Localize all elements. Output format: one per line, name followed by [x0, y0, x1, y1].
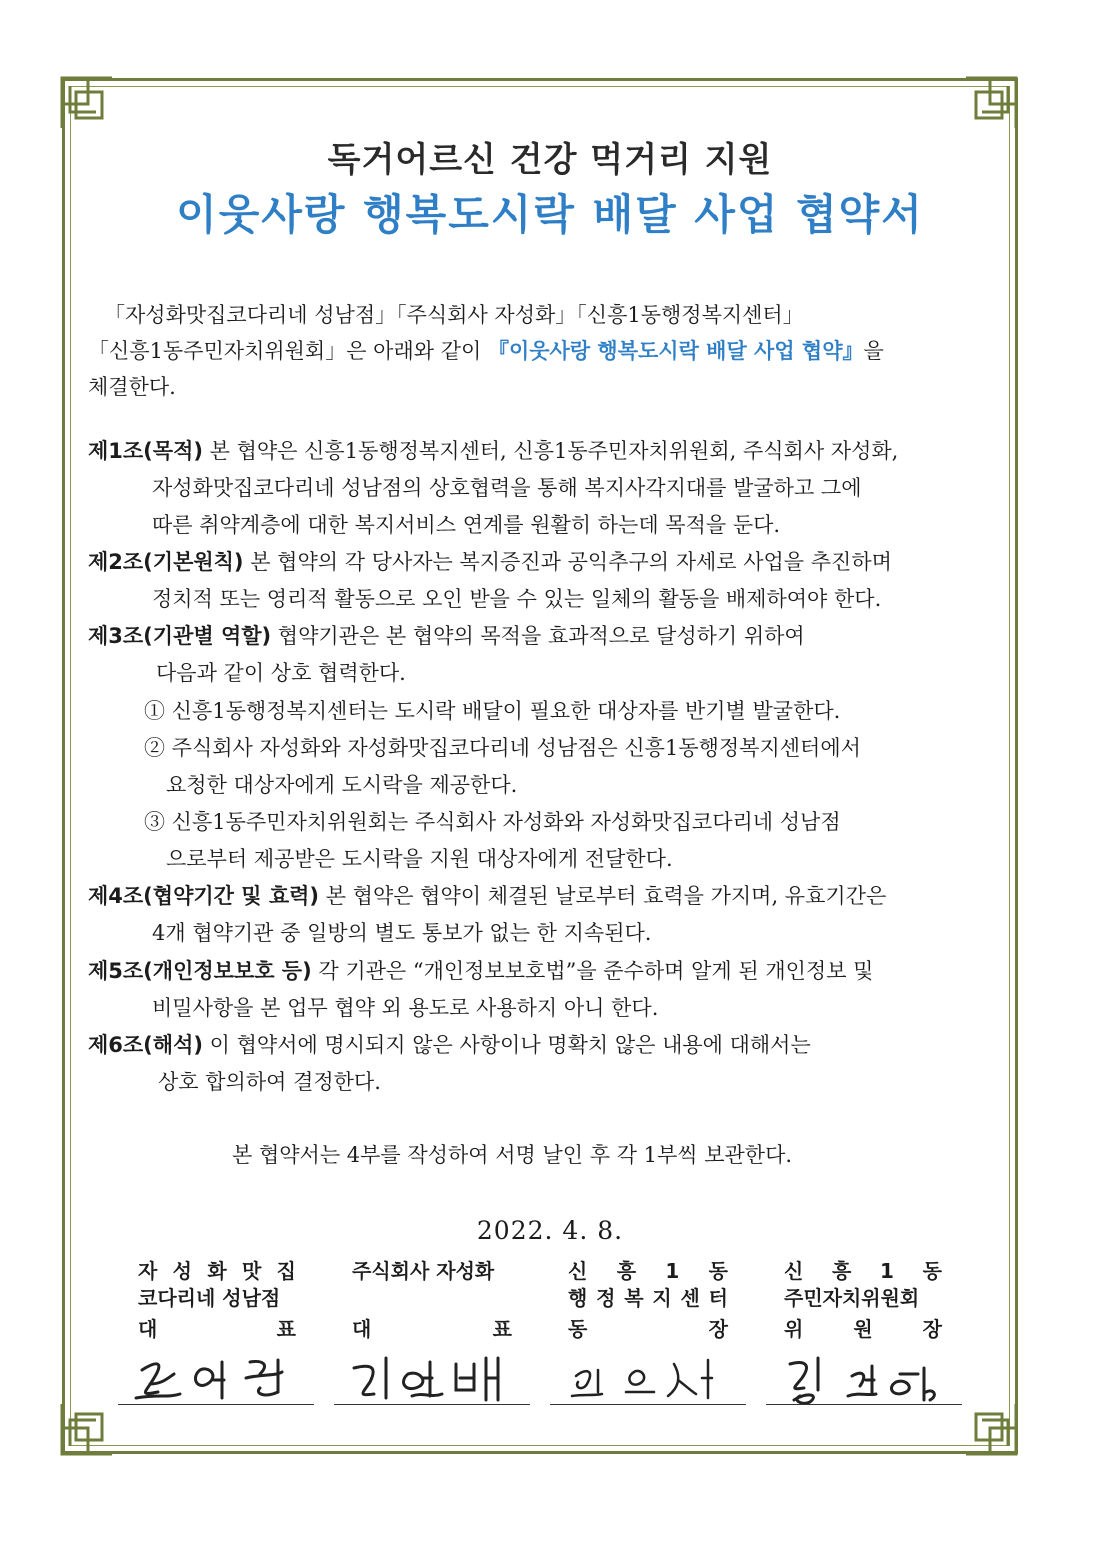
article-2-line-1 — [88, 547, 892, 577]
signature-4-handwritten — [778, 1348, 958, 1408]
signatory-3-role — [568, 1316, 728, 1343]
article-1-label: 제1조(목적) — [88, 439, 203, 463]
char: 대 — [138, 1317, 158, 1341]
char: 대 — [352, 1317, 372, 1341]
corner-ornament-bottom-left — [58, 1400, 116, 1458]
corner-ornament-top-right — [962, 74, 1020, 132]
article-6-line-2: 상호 합의하여 결정한다. — [158, 1070, 381, 1094]
char: 지 — [652, 1286, 672, 1310]
closing-statement: 본 협약서는 4부를 작성하여 서명 날인 후 각 1부씩 보관한다. — [232, 1143, 793, 1167]
intro-line-2-suffix: 을 — [863, 339, 884, 363]
document-title: 이웃사랑 행복도시락 배달 사업 협약서 — [176, 190, 924, 239]
signatory-2-role — [352, 1316, 512, 1343]
signatory-3-org-line-2 — [568, 1285, 728, 1312]
article-4-line-1 — [88, 881, 886, 911]
agreement-name-highlight: 『이웃사랑 행복도시락 배달 사업 협약』 — [487, 339, 864, 363]
char: 신 — [568, 1259, 588, 1283]
signatory-2 — [352, 1258, 512, 1343]
signature-line-3 — [550, 1404, 746, 1405]
article-6-label: 제6조(해석) — [88, 1033, 203, 1057]
signatory-3 — [568, 1258, 728, 1343]
article-1-text-1: 본 협약은 신흥1동행정복지센터, 신흥1동주민자치위원회, 주식회사 자성화, — [202, 439, 899, 463]
article-2-line-2: 정치적 또는 영리적 활동으로 오인 받을 수 있는 일체의 활동을 배제하여야 한다. — [152, 587, 882, 611]
article-3-label: 제3조(기관별 역할) — [88, 624, 272, 648]
signature-2-handwritten — [346, 1348, 526, 1408]
char: 흥 — [832, 1259, 852, 1283]
article-3-item-1: ① 신흥1동행정복지센터는 도시락 배달이 필요한 대상자를 반기별 발굴한다. — [144, 699, 841, 723]
signature-line-4 — [766, 1404, 962, 1405]
article-4-text-1: 본 협약은 협약이 체결된 날로부터 효력을 가지며, 유효기간은 — [319, 884, 887, 908]
signature-3-handwritten — [562, 1348, 742, 1408]
char: 신 — [784, 1259, 804, 1283]
char: 위 — [784, 1317, 804, 1341]
char: 동 — [568, 1317, 588, 1341]
char: 1 — [665, 1259, 680, 1283]
signatory-4-role — [784, 1316, 942, 1343]
article-1-line-1 — [88, 436, 898, 466]
char: 복 — [624, 1286, 644, 1310]
signatory-4-org-line-1 — [784, 1258, 942, 1285]
signatory-4 — [784, 1258, 942, 1343]
signatory-4-org-line-2: 주민자치위원회 — [784, 1286, 920, 1310]
char: 흥 — [616, 1259, 637, 1283]
char: 장 — [922, 1317, 942, 1341]
char: 행 — [568, 1286, 588, 1310]
article-6-line-1 — [88, 1030, 811, 1060]
char: 집 — [276, 1259, 296, 1283]
article-4-label: 제4조(협약기간 및 효력) — [88, 884, 320, 908]
char: 원 — [853, 1317, 873, 1341]
signatory-3-org-line-1 — [568, 1258, 728, 1285]
char: 화 — [207, 1259, 227, 1283]
char: 1 — [880, 1259, 894, 1283]
article-3-text-1: 협약기관은 본 협약의 목적을 효과적으로 달성하기 위하여 — [271, 624, 805, 648]
article-3-item-2-line-2: 요청한 대상자에게 도시락을 제공한다. — [166, 773, 518, 797]
signatory-1 — [138, 1258, 296, 1343]
article-1-line-2: 자성화맛집코다리네 성남점의 상호협력을 통해 복지사각지대를 발굴하고 그에 — [152, 476, 862, 500]
char: 정 — [596, 1286, 616, 1310]
article-3-item-2-line-1: ② 주식회사 자성화와 자성화맛집코다리네 성남점은 신흥1동행정복지센터에서 — [144, 736, 861, 760]
article-3-item-3-line-1: ③ 신흥1동주민자치위원회는 주식회사 자성화와 자성화맛집코다리네 성남점 — [144, 810, 841, 834]
signature-1-handwritten — [128, 1348, 308, 1408]
article-5-line-1 — [88, 956, 873, 986]
char: 표 — [276, 1317, 296, 1341]
char: 동 — [922, 1259, 942, 1283]
article-5-text-1: 각 기관은 “개인정보보호법”을 준수하며 알게 된 개인정보 및 — [311, 959, 874, 983]
char: 표 — [492, 1317, 512, 1341]
char: 장 — [708, 1317, 728, 1341]
char: 동 — [708, 1259, 728, 1283]
article-3-line-2: 다음과 같이 상호 협력한다. — [156, 661, 406, 685]
signatory-1-role — [138, 1316, 296, 1343]
signature-line-1 — [118, 1404, 314, 1405]
corner-ornament-top-left — [58, 74, 116, 132]
article-5-line-2: 비밀사항을 본 업무 협약 외 용도로 사용하지 아니 한다. — [152, 996, 659, 1020]
article-1-line-3: 따른 취약계층에 대한 복지서비스 연계를 원활히 하는데 목적을 둔다. — [152, 513, 781, 537]
article-3-item-3-line-2: 으로부터 제공받은 도시락을 지원 대상자에게 전달한다. — [166, 847, 673, 871]
signatory-1-org-line-2: 코다리네 성남점 — [138, 1286, 281, 1310]
intro-line-1: 「자성화맛집코다리네 성남점」「주식회사 자성화」「신흥1동행정복지센터」 — [104, 303, 804, 327]
agreement-date: 2022. 4. 8. — [476, 1216, 624, 1245]
char: 센 — [680, 1286, 700, 1310]
signatory-1-org-line-1 — [138, 1258, 296, 1285]
article-6-text-1: 이 협약서에 명시되지 않은 사항이나 명확치 않은 내용에 대해서는 — [202, 1033, 811, 1057]
corner-ornament-bottom-right — [962, 1400, 1020, 1458]
char: 터 — [708, 1286, 728, 1310]
char: 자 — [138, 1259, 158, 1283]
article-2-text-1: 본 협약의 각 당사자는 복지증진과 공익추구의 자세로 사업을 추진하며 — [243, 550, 892, 574]
char: 성 — [172, 1259, 192, 1283]
intro-line-2 — [88, 336, 884, 366]
intro-line-2-prefix: 「신흥1동주민자치위원회」은 아래와 같이 — [88, 339, 488, 363]
signature-line-2 — [334, 1404, 530, 1405]
article-2-label: 제2조(기본원칙) — [88, 550, 244, 574]
signatory-2-org-line-1: 주식회사 자성화 — [352, 1259, 495, 1283]
article-4-line-2: 4개 협약기관 중 일방의 별도 통보가 없는 한 지속된다. — [152, 921, 652, 945]
signatory-2-org-line-2 — [352, 1285, 512, 1312]
document-subtitle: 독거어르신 건강 먹거리 지원 — [327, 140, 773, 180]
article-3-line-1 — [88, 621, 805, 651]
char: 맛 — [241, 1259, 262, 1283]
article-5-label: 제5조(개인정보보호 등) — [88, 959, 312, 983]
intro-line-3: 체결한다. — [88, 375, 176, 399]
